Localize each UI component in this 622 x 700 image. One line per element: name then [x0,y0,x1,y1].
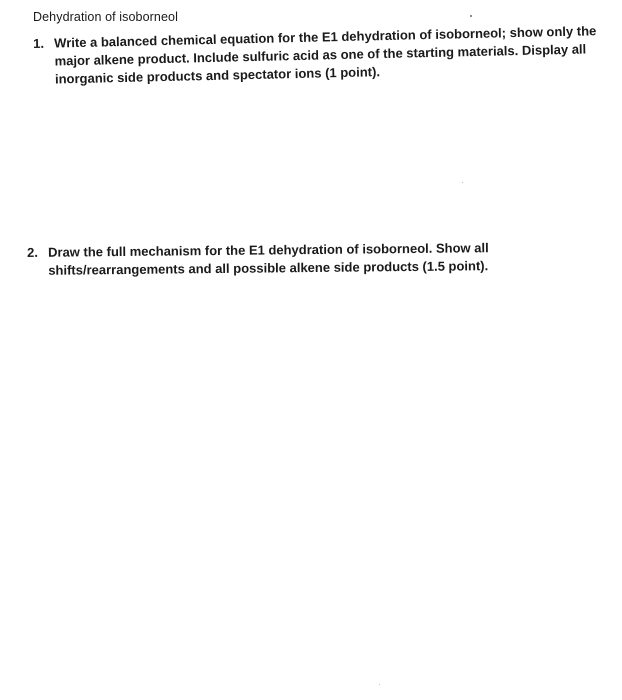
scan-speck [379,684,380,685]
question-number: 2. [27,244,39,260]
question-text: Draw the full mechanism for the E1 dehydration of isoborneol. Show all shifts/rearrangements and all possible alkene side products (1.5 point). [48,240,489,278]
scan-speck [470,15,472,17]
question-1 [33,22,609,89]
page-title: Dehydration of isoborneol [33,10,178,24]
question-number: 1. [33,35,45,51]
scan-speck [462,182,463,183]
question-2 [27,238,587,280]
question-text: Write a balanced chemical equation for the E1 dehydration of isoborneol; show only the major alkene product. Include sulfuric acid as one of the starting materials. Display all inorganic side products and spectator ions (1 point). [54,23,597,87]
